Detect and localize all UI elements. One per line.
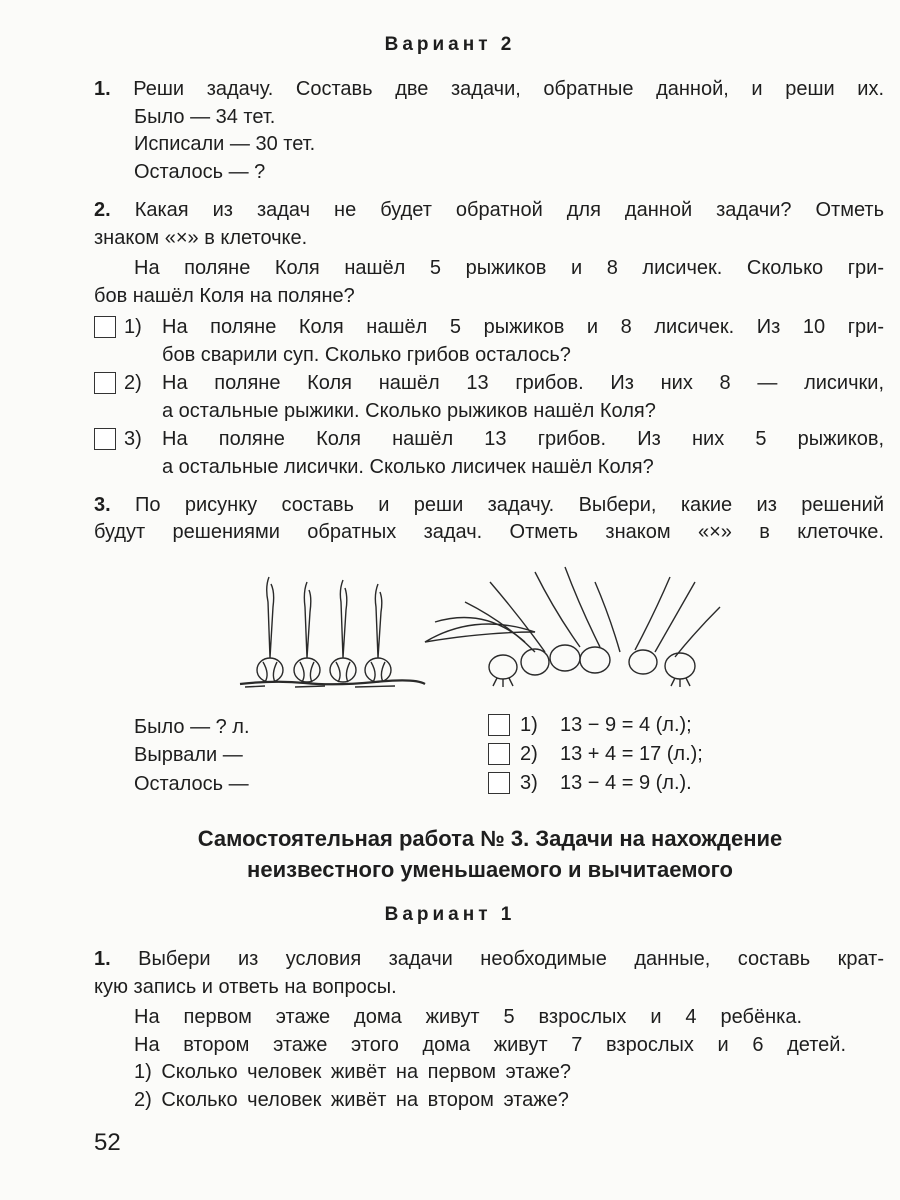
question-line: 2) Сколько человек живёт на втором этаже? <box>134 1089 569 1111</box>
task-3-prompt <box>94 492 884 518</box>
short-record-line: Осталось — <box>134 773 249 795</box>
task-1-prompt-cont: кую запись и ответь на вопросы. <box>94 976 397 998</box>
section-title: Самостоятельная работа № 3. Задачи на нахождение <box>197 826 783 851</box>
problem-line: На втором этаже этого дома живут 7 взрослых и 6 детей. <box>134 1034 846 1056</box>
section-title-cont: неизвестного уменьшаемого и вычитаемого <box>247 857 733 882</box>
answer-checkbox[interactable] <box>488 714 510 736</box>
onions-icon <box>235 562 735 692</box>
problem-line: На первом этаже дома живут 5 взрослых и 4 ребёнка. <box>134 1006 802 1028</box>
solution-number: 2) <box>520 743 538 765</box>
option-number: 2) <box>124 372 142 394</box>
option-text-cont: а остальные рыжики. Сколько рыжиков нашёл Коля? <box>162 400 656 422</box>
solution-text: 13 − 4 = 9 (л.). <box>560 772 692 794</box>
task-1-prompt <box>94 946 884 972</box>
answer-checkbox[interactable] <box>94 428 116 450</box>
answer-checkbox[interactable] <box>94 316 116 338</box>
option-number: 1) <box>124 316 142 338</box>
task-number: 2. <box>94 199 111 221</box>
short-record-line: Исписали — 30 тет. <box>134 133 316 155</box>
option-text-cont: бов сварили суп. Сколько грибов осталось? <box>162 344 571 366</box>
question-line: 1) Сколько человек живёт на первом этаже? <box>134 1061 572 1083</box>
short-record-line: Вырвали — <box>134 744 243 766</box>
task-1-prompt <box>94 76 884 102</box>
option-text: На поляне Коля нашёл 13 грибов. Из них 8 — лисички, <box>162 372 884 394</box>
solution-text: 13 + 4 = 17 (л.); <box>560 743 703 765</box>
answer-checkbox[interactable] <box>488 772 510 794</box>
answer-checkbox[interactable] <box>488 743 510 765</box>
page-number: 52 <box>94 1129 121 1156</box>
task-text: Выбери из условия задачи необходимые данные, составь крат- <box>138 948 885 970</box>
solution-text: 13 − 9 = 4 (л.); <box>560 714 692 736</box>
option-text: На поляне Коля нашёл 13 грибов. Из них 5 рыжиков, <box>162 428 884 450</box>
task-2-prompt-cont: знаком «×» в клеточке. <box>94 227 308 249</box>
task-text: По рисунку составь и реши задачу. Выбери, какие из решений <box>135 494 884 516</box>
option-text: На поляне Коля нашёл 5 рыжиков и 8 лисичек. Из 10 гри- <box>162 316 884 338</box>
task-text: Какая из задач не будет обратной для данной задачи? Отметь <box>134 199 884 221</box>
option-number: 3) <box>124 428 142 450</box>
solution-number: 3) <box>520 772 538 794</box>
short-record-line: Осталось — ? <box>134 161 266 183</box>
task-number: 1. <box>94 948 111 970</box>
variant-1-title: Вариант 1 <box>384 904 516 925</box>
task-2-problem-cont: бов нашёл Коля на поляне? <box>94 285 355 307</box>
answer-checkbox[interactable] <box>94 372 116 394</box>
short-record-line: Было — ? л. <box>134 716 250 738</box>
option-text-cont: а остальные лисички. Сколько лисичек нашёл Коля? <box>162 456 654 478</box>
task-2-problem: На поляне Коля нашёл 5 рыжиков и 8 лисичек. Сколько гри- <box>134 257 884 279</box>
task-3-prompt-cont: будут решениями обратных задач. Отметь знаком «×» в клеточке. <box>94 521 884 543</box>
short-record-line: Было — 34 тет. <box>134 106 276 128</box>
task-number: 3. <box>94 494 111 516</box>
task-text: Реши задачу. Составь две задачи, обратные данной, и реши их. <box>133 78 884 100</box>
task-2-prompt <box>94 197 884 223</box>
solution-number: 1) <box>520 714 538 736</box>
task-number: 1. <box>94 78 111 100</box>
variant-2-title: Вариант 2 <box>384 34 516 55</box>
